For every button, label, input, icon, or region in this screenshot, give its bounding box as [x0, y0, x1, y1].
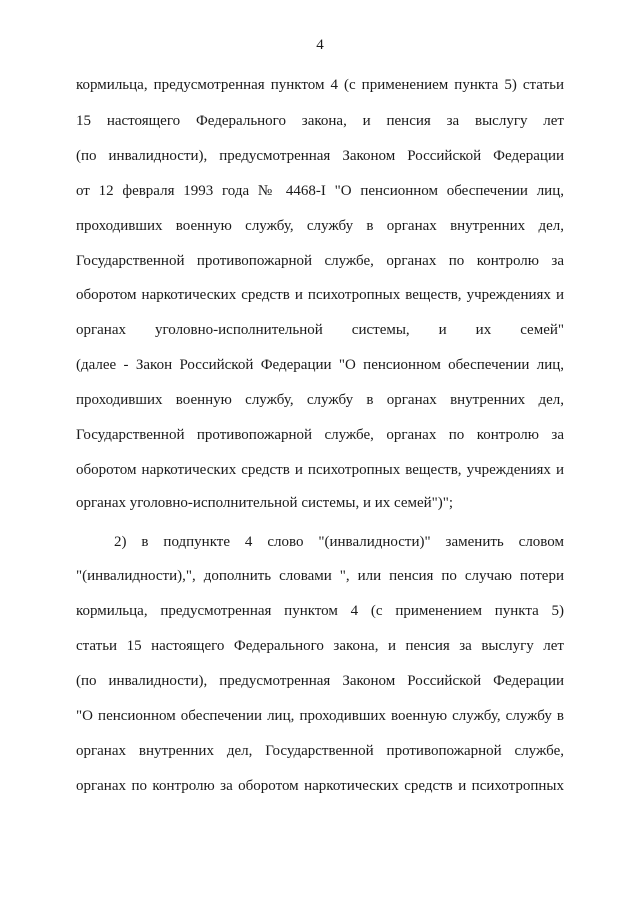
page-number: 4 — [316, 37, 324, 53]
text-line: статьи 15 настоящего Федерального закона, и пенсия за выслугу лет — [76, 638, 564, 654]
text-line: от 12 февраля 1993 года № 4468-I "О пенсионном обеспечении лиц, — [76, 183, 564, 199]
text-line: проходивших военную службу, службу в органах внутренних дел, — [76, 392, 564, 408]
text-line: 15 настоящего Федерального закона, и пенсия за выслугу лет — [76, 113, 564, 129]
text-line: оборотом наркотических средств и психотропных веществ, учреждениях и — [76, 287, 564, 303]
text-line: (далее - Закон Российской Федерации "О пенсионном обеспечении лиц, — [76, 357, 564, 373]
text-line: органах внутренних дел, Государственной противопожарной службе, — [76, 743, 564, 759]
text-line: Государственной противопожарной службе, органах по контролю за — [76, 253, 564, 269]
text-line: (по инвалидности), предусмотренная Законом Российской Федерации — [76, 673, 564, 689]
text-line: органах уголовно-исполнительной системы, и их семей")"; — [76, 495, 454, 511]
text-line: "О пенсионном обеспечении лиц, проходивших военную службу, службу в — [76, 708, 564, 724]
text-line: "(инвалидности),", дополнить словами ", или пенсия по случаю потери — [76, 568, 564, 584]
text-line: Государственной противопожарной службе, органах по контролю за — [76, 427, 564, 443]
text-line: кормильца, предусмотренная пунктом 4 (с применением пункта 5) статьи — [76, 77, 564, 93]
text-line: органах по контролю за оборотом наркотических средств и психотропных — [76, 778, 564, 794]
text-line: проходивших военную службу, службу в органах внутренних дел, — [76, 218, 564, 234]
text-line: оборотом наркотических средств и психотропных веществ, учреждениях и — [76, 462, 564, 478]
text-line: органах уголовно-исполнительной системы, и их семей" — [76, 322, 564, 338]
text-line: (по инвалидности), предусмотренная Законом Российской Федерации — [76, 148, 564, 164]
text-line: 2) в подпункте 4 слово "(инвалидности)" заменить словом — [114, 534, 564, 550]
text-line: кормильца, предусмотренная пунктом 4 (с применением пункта 5) — [76, 603, 564, 619]
